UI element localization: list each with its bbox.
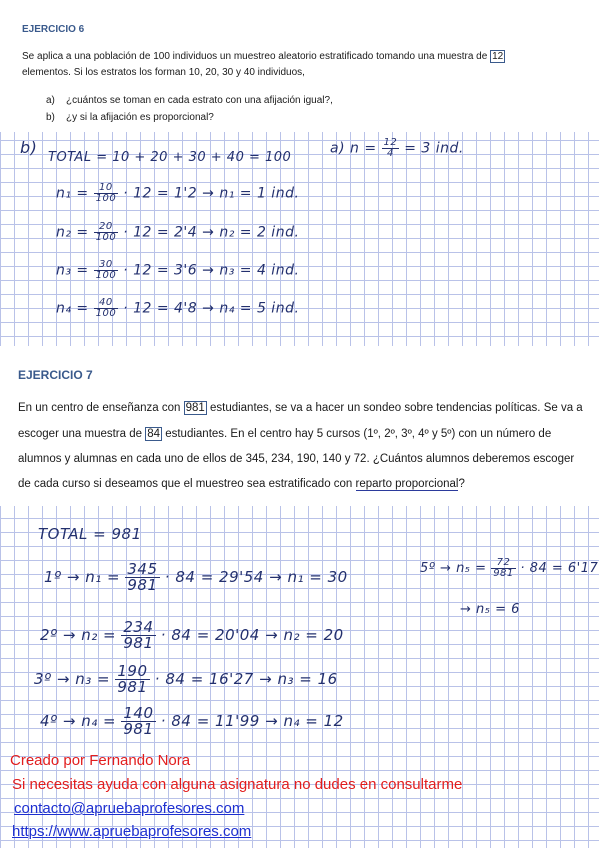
hw-fraction [491, 558, 516, 579]
hw-num: 20 [94, 222, 119, 233]
hw-num: 40 [94, 298, 119, 309]
hw-row-7-3 [34, 664, 338, 695]
hw-result: n₃ = 4 ind. [219, 262, 300, 279]
hw-mid: · 84 = 20'04 → [160, 626, 279, 644]
hw-fraction [94, 260, 119, 281]
hw-a-label: a) [330, 140, 346, 157]
hw-num: 234 [123, 618, 154, 636]
exercise-6-panel [0, 0, 599, 132]
exercise-6-statement-line2: elementos. Si los estratos los forman 10, 20, 30 y 40 individuos, [22, 67, 305, 78]
hw-lhs: n₄ = [81, 712, 117, 730]
hw-lhs: n₁ = [85, 568, 121, 586]
hw-course: 4º → [40, 712, 76, 730]
hw-total-7: TOTAL = 981 [38, 525, 142, 543]
hw-mid: · 12 = 3'6 → [123, 262, 215, 279]
hw-den: 981 [123, 634, 154, 652]
exercise-6-statement-line1 [22, 51, 505, 62]
proportional-underlined: reparto proporcional [355, 478, 459, 490]
exercise-6-question-b: b) ¿y si la afijación es proporcional? [46, 112, 214, 123]
hw-result: n₄ = 5 ind. [219, 300, 300, 317]
hw-result: n₁ = 30 [287, 568, 348, 586]
hw-lhs: n₅ = [456, 561, 487, 576]
exercise-7-line3: alumnos y alumnas en cada uno de ellos de 345, 234, 190, 140 y 72. ¿Cuántos alumnos deberemos escoger [18, 453, 575, 465]
hw-den: 981 [123, 720, 154, 738]
hw-num: 345 [127, 560, 158, 578]
hw-num: 190 [117, 662, 148, 680]
exercise-7-text: escoger una muestra de [18, 428, 146, 440]
exercise-6-text: Se aplica a una población de 100 individuos un muestreo aleatorio estratificado tomando una muestra de [22, 51, 491, 62]
hw-a-den: 4 [386, 148, 394, 159]
hw-fraction [121, 620, 155, 651]
hw-den: 981 [117, 678, 148, 696]
exercise-7-line1 [18, 402, 583, 414]
hw-row-7-4 [40, 706, 344, 737]
footer-website-link[interactable]: https://www.apruebaprofesores.com [12, 823, 252, 840]
hw-row-7-2 [40, 620, 344, 651]
hw-row-6-2 [56, 222, 299, 243]
hw-mid: · 84 = 6'17 [520, 561, 599, 576]
hw-a-result: = 3 ind. [404, 140, 464, 157]
hw-equal-allocation [330, 138, 464, 159]
hw-lhs: n₂ = [81, 626, 117, 644]
hw-course: 3º → [34, 670, 70, 688]
exercise-6-question-a: a) ¿cuántos se toman en cada estrato con una afijación igual?, [46, 95, 333, 106]
hw-den: 981 [493, 568, 514, 579]
hw-num: 72 [491, 558, 516, 569]
footer-email-link[interactable]: contacto@apruebaprofesores.com [14, 800, 245, 817]
hw-b-label: b) [20, 138, 38, 157]
exercise-7-title: EJERCICIO 7 [18, 368, 93, 382]
hw-fraction [125, 562, 159, 593]
hw-total-6: TOTAL = 10 + 20 + 30 + 40 = 100 [48, 150, 292, 165]
hw-a-num: 12 [383, 137, 398, 148]
hw-den: 100 [95, 232, 117, 243]
hw-fraction [94, 183, 119, 204]
hw-course: 2º → [40, 626, 76, 644]
hw-mid: · 84 = 16'27 → [154, 670, 273, 688]
hw-mid: · 84 = 29'54 → [164, 568, 283, 586]
hw-course: 1º → [44, 568, 80, 586]
hw-lhs: n₃ = [75, 670, 111, 688]
hw-row-7-1 [44, 562, 348, 593]
population-box: 981 [185, 402, 205, 414]
hw-result: n₂ = 20 [283, 626, 344, 644]
hw-lhs: n₃ = [56, 262, 89, 279]
hw-num: 30 [94, 260, 119, 271]
hw-fraction [115, 664, 149, 695]
hw-mid: · 12 = 2'4 → [123, 224, 215, 241]
exercise-7-text: ? [458, 478, 465, 490]
hw-a-fraction [382, 138, 400, 159]
hw-fraction [121, 706, 155, 737]
hw-num: 140 [123, 704, 154, 722]
hw-mid: · 84 = 11'99 → [160, 712, 279, 730]
hw-row-7-5-result: → n₅ = 6 [460, 602, 520, 617]
hw-lhs: n₂ = [56, 224, 89, 241]
exercise-7-line2 [18, 428, 551, 440]
exercise-7-line4 [18, 478, 465, 490]
hw-fraction [94, 298, 119, 319]
hw-result: n₄ = 12 [283, 712, 344, 730]
exercise-7-text: estudiantes. En el centro hay 5 cursos (1º, 2º, 3º, 4º y 5º) con un número de [162, 428, 552, 440]
footer-help-text: Si necesitas ayuda con alguna asignatura no dudes en consultarme [12, 776, 463, 793]
hw-lhs: n₄ = [56, 300, 89, 317]
sample-size-box: 12 [492, 51, 504, 62]
hw-course: 5º → [420, 561, 452, 576]
hw-num: 10 [94, 183, 119, 194]
exercise-7-panel [0, 346, 599, 506]
exercise-7-text: de cada curso si deseamos que el muestreo sea estratificado con [18, 478, 356, 490]
hw-den: 100 [95, 193, 117, 204]
hw-result: n₃ = 16 [277, 670, 338, 688]
hw-mid: · 12 = 1'2 → [123, 185, 215, 202]
hw-row-7-5 [420, 558, 598, 579]
footer-author: Creado por Fernando Nora [10, 752, 191, 769]
hw-fraction [94, 222, 119, 243]
sample-box: 84 [147, 428, 161, 440]
hw-row-6-1 [56, 183, 299, 204]
hw-result: n₁ = 1 ind. [219, 185, 300, 202]
exercise-7-text: estudiantes, se va a hacer un sondeo sobre tendencias políticas. Se va a [206, 402, 583, 414]
hw-row-6-4 [56, 298, 299, 319]
hw-lhs: n₁ = [56, 185, 89, 202]
hw-den: 100 [95, 308, 117, 319]
hw-den: 100 [95, 270, 117, 281]
hw-a-n: n = [350, 140, 377, 157]
hw-result: n₂ = 2 ind. [219, 224, 300, 241]
hw-den: 981 [127, 576, 158, 594]
hw-row-6-3 [56, 260, 299, 281]
exercise-7-text: En un centro de enseñanza con [18, 402, 184, 414]
hw-mid: · 12 = 4'8 → [123, 300, 215, 317]
exercise-6-title: EJERCICIO 6 [22, 24, 85, 35]
